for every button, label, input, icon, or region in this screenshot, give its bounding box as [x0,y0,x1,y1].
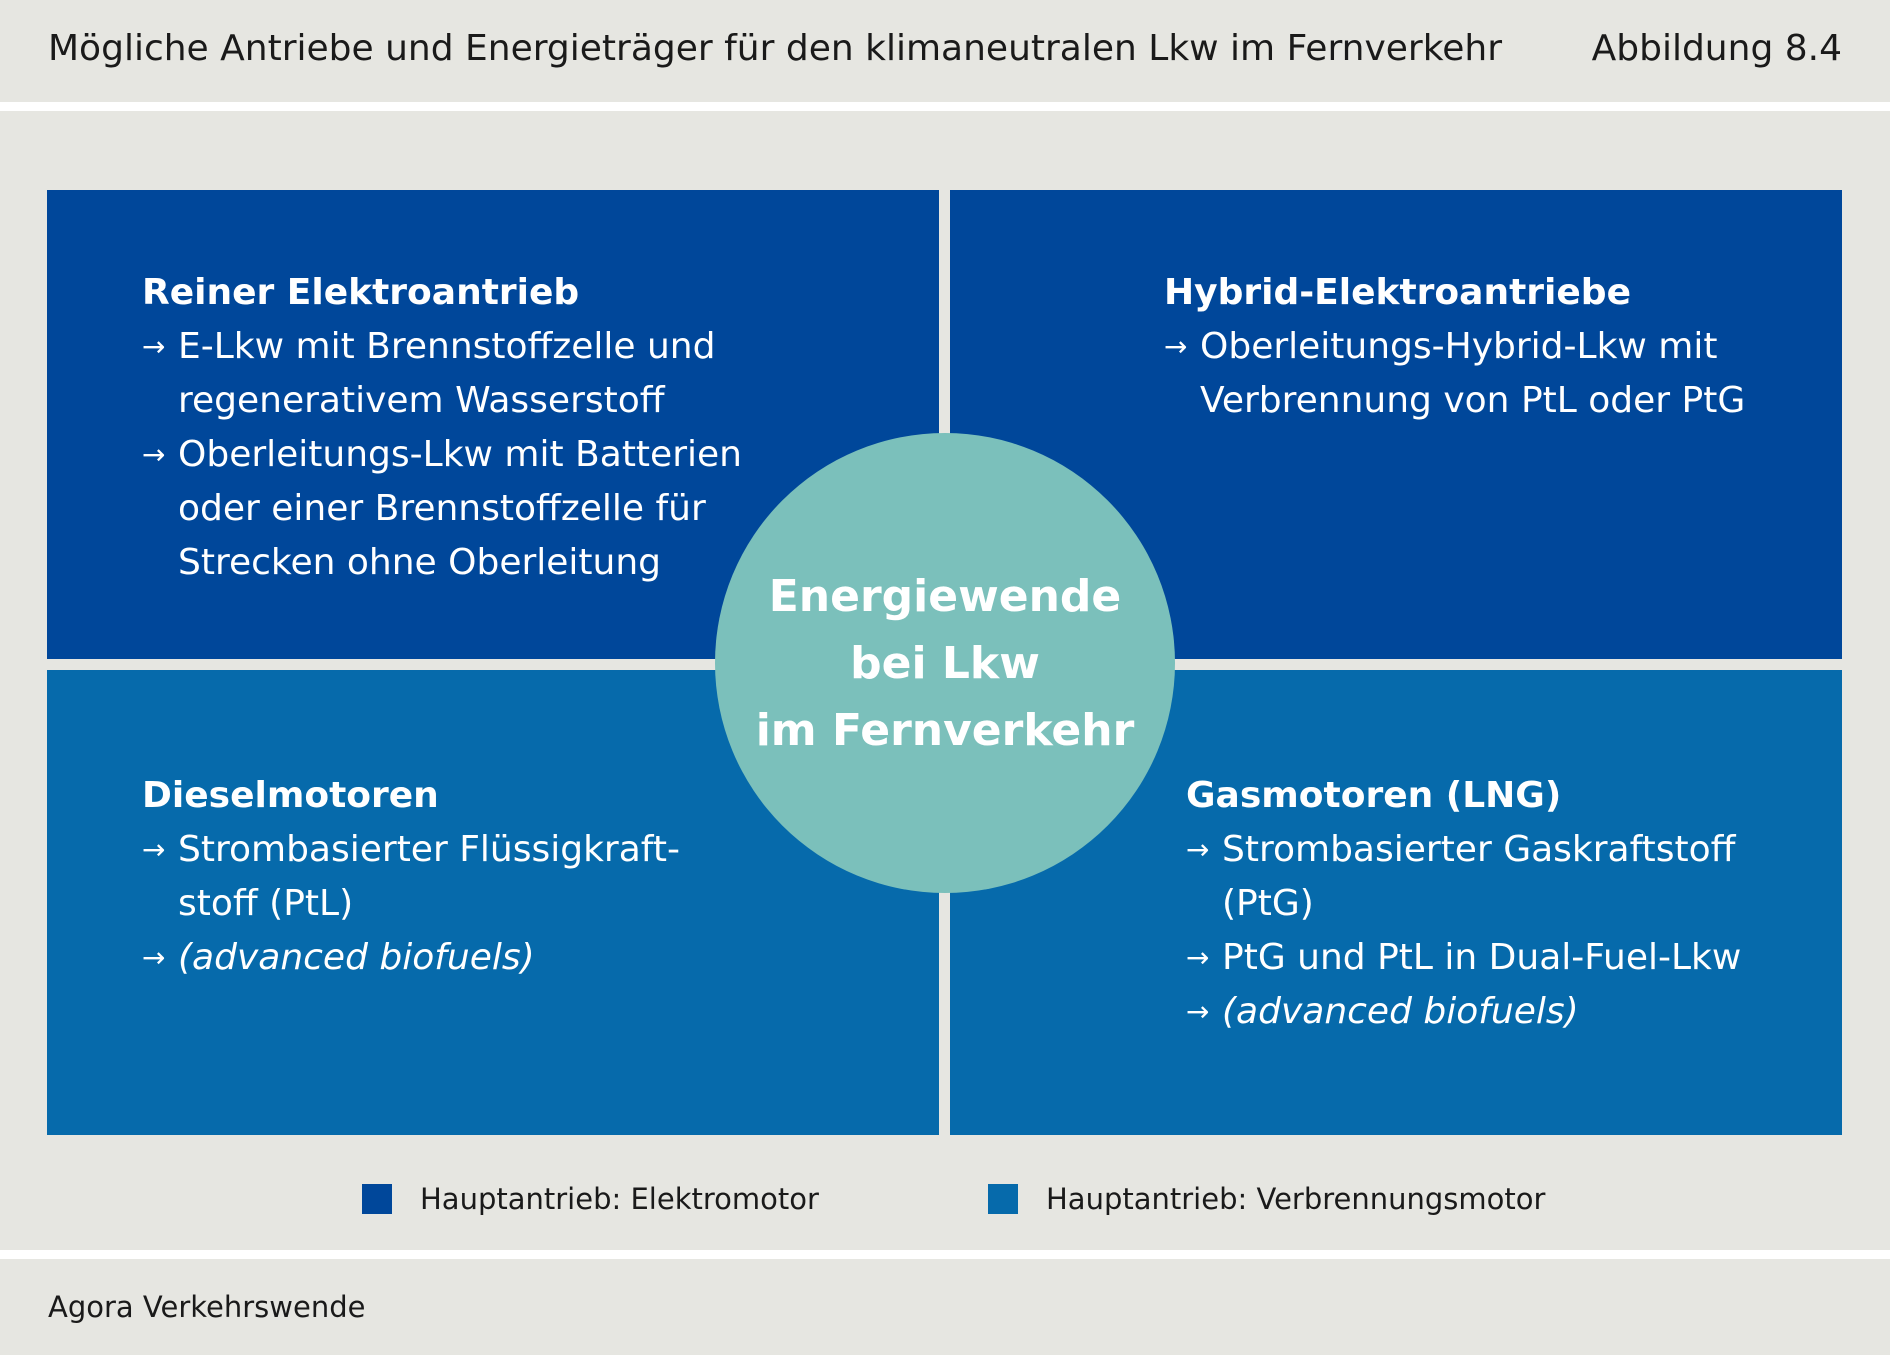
figure-title: Mögliche Antriebe und Energieträger für den klimaneutralen Lkw im Fernverkehr [48,28,1503,69]
legend-item-combustion [988,1182,1545,1216]
list-item: → (advanced biofuels) [1186,985,1786,1039]
legend-swatch [362,1184,392,1214]
header-divider [0,102,1890,111]
arrow-right-icon: → [142,941,166,974]
legend-swatch [988,1184,1018,1214]
arrow-right-icon: → [1186,833,1210,866]
quadrant-title: Dieselmotoren [142,775,439,816]
legend-label: Hauptantrieb: Verbrennungsmotor [1046,1182,1546,1216]
arrow-right-icon: → [142,438,166,471]
list-item: → PtG und PtL in Dual-Fuel-Lkw [1186,931,1786,985]
center-label: Energiewende bei Lkw im Fernverkehr [755,570,1135,756]
arrow-right-icon: → [142,330,166,363]
list-item: → Strombasierter Flüssigkraft-stoff (PtL) [142,823,702,931]
arrow-right-icon: → [1164,330,1188,363]
list-item: → E-Lkw mit Brennstoffzelle und regenerativem Wasserstoff [142,320,782,428]
arrow-right-icon: → [1186,995,1210,1028]
quadrant-title: Hybrid-Elektroantriebe [1164,272,1631,313]
list-item: → Oberleitungs-Hybrid-Lkw mit Verbrennung von PtL oder PtG [1164,320,1804,428]
header [0,0,1890,102]
arrow-right-icon: → [142,833,166,866]
center-circle [715,433,1175,893]
arrow-right-icon: → [1186,941,1210,974]
quadrant-title: Gasmotoren (LNG) [1186,775,1562,816]
footer-divider [0,1250,1890,1259]
legend-item-electric [362,1182,819,1216]
list-item: → Oberleitungs-Lkw mit Batterien oder einer Brennstoffzelle für Strecken ohne Oberleitung [142,428,782,590]
figure-number: Abbildung 8.4 [1591,28,1842,69]
legend-label: Hauptantrieb: Elektromotor [420,1182,819,1216]
source-credit: Agora Verkehrswende [48,1290,366,1324]
list-item: → (advanced biofuels) [142,931,702,985]
list-item: → Strombasierter Gaskraftstoff (PtG) [1186,823,1786,931]
quadrant-title: Reiner Elektroantrieb [142,272,580,313]
